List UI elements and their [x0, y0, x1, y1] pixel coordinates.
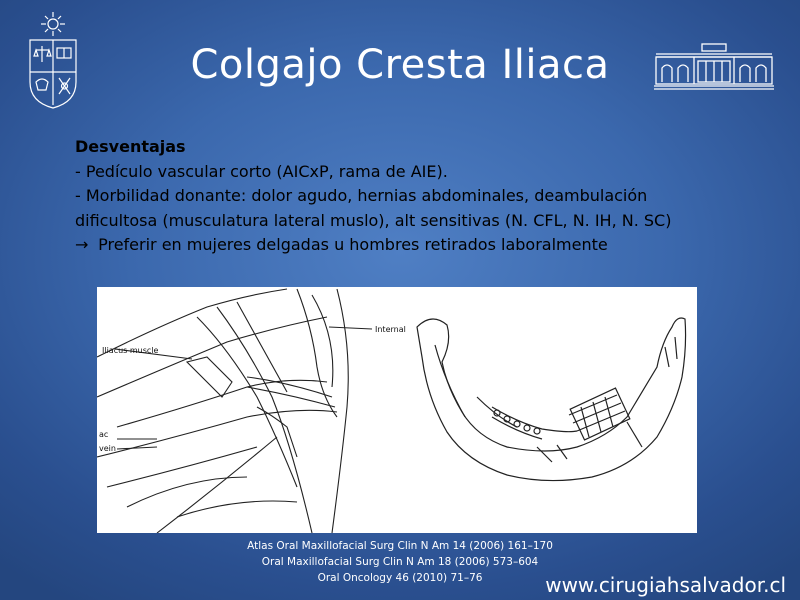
- reference-item: Oral Maxillofacial Surg Clin N Am 18 (2006) 573–604: [261, 556, 539, 568]
- disadvantages-block: [75, 135, 765, 258]
- conclusion-line: [75, 233, 765, 258]
- anatomy-illustration: [97, 287, 697, 533]
- reference-item: Oral Oncology 46 (2010) 71–76: [317, 572, 483, 584]
- bullet-item: dificultosa (musculatura lateral muslo), alt sensitivas (N. CFL, N. IH, N. SC): [75, 210, 672, 230]
- bullet-item: - Pedículo vascular corto (AICxP, rama de AIE).: [75, 161, 448, 181]
- slide-title: Colgajo Cresta Iliaca: [190, 42, 610, 88]
- section-heading: Desventajas: [75, 137, 186, 156]
- right-arrow-icon: →: [75, 235, 89, 254]
- bullet-item: - Morbilidad donante: dolor agudo, hernias abdominales, deambulación: [75, 186, 648, 205]
- label-internal: Internal: [375, 325, 406, 334]
- label-vein: vein: [99, 444, 116, 453]
- label-ac: ac: [99, 430, 109, 439]
- conclusion-text: Preferir en mujeres delgadas u hombres retirados laboralmente: [98, 235, 608, 254]
- label-iliacus: Iliacus muscle: [102, 346, 159, 355]
- reference-item: Atlas Oral Maxillofacial Surg Clin N Am 14 (2006) 161–170: [247, 540, 553, 552]
- website-url: www.cirugiahsalvador.cl: [545, 573, 786, 597]
